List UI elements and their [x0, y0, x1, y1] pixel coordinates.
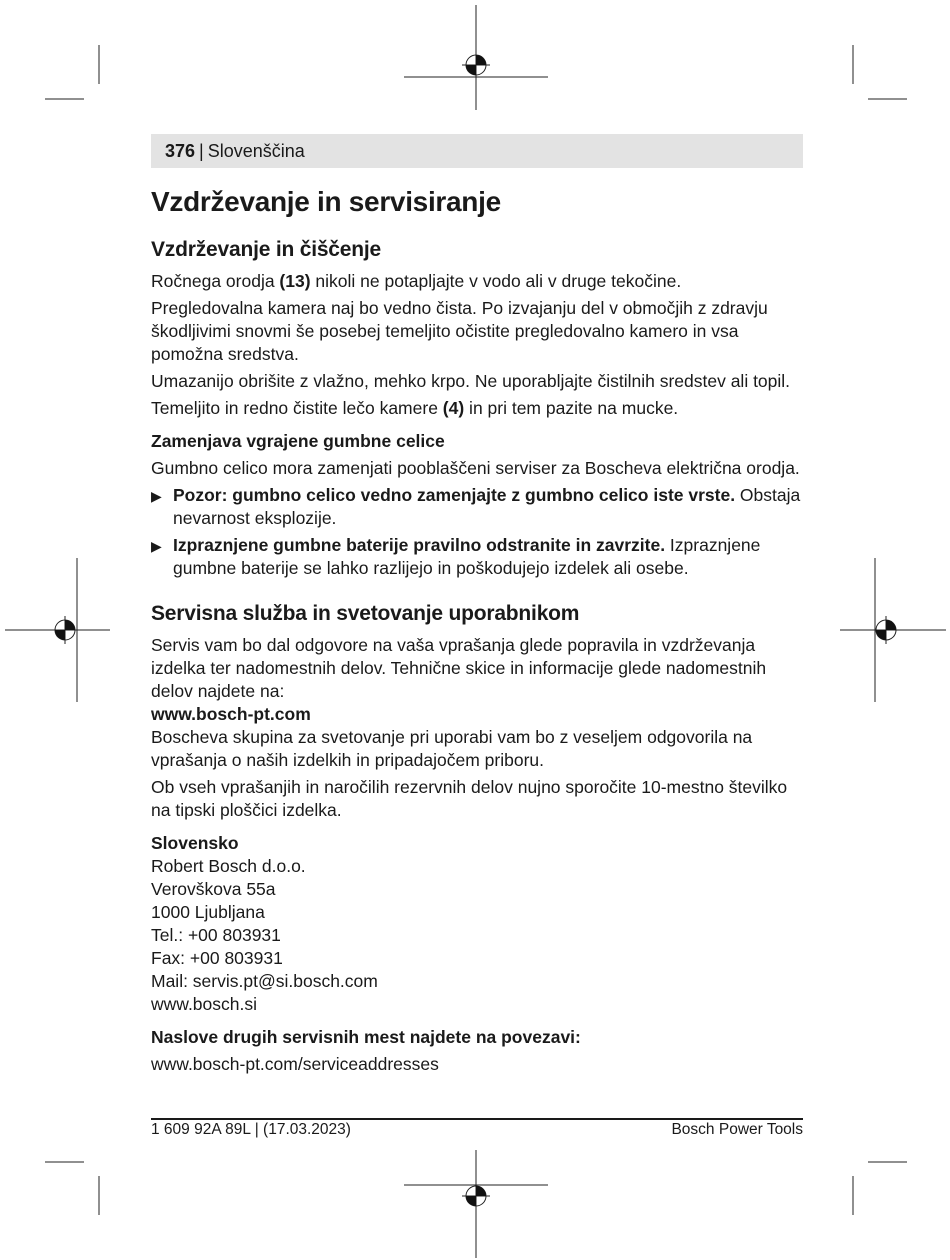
- service-address: [151, 832, 803, 1016]
- paragraph-wipe: Umazanijo obrišite z vlažno, mehko krpo. Ne uporabljajte čistilnih sredstev ali topil.: [151, 371, 791, 391]
- bullet-arrow-icon: ▶: [151, 538, 162, 554]
- address-fax: Fax: +00 803931: [151, 948, 283, 968]
- paragraph-no-immerse: Ročnega orodja (13) nikoli ne potapljajte v vodo ali v druge tekočine.: [151, 271, 682, 291]
- link-bosch-pt[interactable]: www.bosch-pt.com: [151, 704, 311, 724]
- paragraph-lens: Temeljito in redno čistite lečo kamere (4) in pri tem pazite na mucke.: [151, 398, 679, 418]
- header-separator: |: [199, 140, 204, 161]
- section-heading-service: Servisna služba in svetovanje uporabnikom: [151, 602, 580, 625]
- link-service-addresses[interactable]: www.bosch-pt.com/serviceaddresses: [151, 1054, 439, 1074]
- subsection-heading-battery: Zamenjava vgrajene gumbne celice: [151, 431, 445, 451]
- page-content: [151, 184, 803, 1080]
- warning-bullet: ▶ Pozor: gumbno celico vedno zamenjajte z gumbno celico iste vrste. Obstaja nevarnost eksplozije.: [151, 485, 801, 528]
- page-header: [151, 134, 803, 168]
- section-heading-maintenance: Vzdrževanje in čiščenje: [151, 238, 382, 261]
- address-line: Verovškova 55a: [151, 879, 276, 899]
- paragraph-service-info: Servis vam bo dal odgovore na vaša vprašanja glede popravila in vzdrževanja izdelka ter nadomestnih delov. Tehnične skice in informacije glede nadomestnih delov najdete na:: [151, 635, 767, 701]
- address-phone: Tel.: +00 803931: [151, 925, 281, 945]
- address-website[interactable]: www.bosch.si: [151, 994, 258, 1014]
- other-service-heading: Naslove drugih servisnih mest najdete na povezavi:: [151, 1027, 581, 1047]
- header-language: Slovenščina: [207, 140, 305, 161]
- bullet-arrow-icon: ▶: [151, 488, 162, 504]
- address-mail[interactable]: Mail: servis.pt@si.bosch.com: [151, 971, 378, 991]
- address-country: Slovensko: [151, 833, 239, 853]
- paragraph-keep-clean: Pregledovalna kamera naj bo vedno čista. Po izvajanju del v območjih z zdravju škodljivimi snovmi še posebej temeljito očistite pregledovalno kamero in vsa pomožna sredstva.: [151, 298, 768, 364]
- footer-brand: Bosch Power Tools: [671, 1121, 803, 1138]
- address-line: Robert Bosch d.o.o.: [151, 856, 306, 876]
- address-line: 1000 Ljubljana: [151, 902, 265, 922]
- warning-bullet: ▶ Izpraznjene gumbne baterije pravilno odstranite in zavrzite. Izpraznjene gumbne baterije se lahko razlijejo in poškodujejo izdelek ali osebe.: [151, 535, 761, 578]
- page-number: 376: [165, 140, 196, 161]
- paragraph-consulting: Boscheva skupina za svetovanje pri uporabi vam bo z veseljem odgovorila na vprašanja o naših izdelkih in pripadajočem priboru.: [151, 727, 753, 770]
- page-title: Vzdrževanje in servisiranje: [151, 186, 501, 217]
- page-footer: [151, 1120, 803, 1139]
- paragraph-battery-replace: Gumbno celico mora zamenjati pooblaščeni serviser za Boscheva električna orodja.: [151, 458, 800, 478]
- paragraph-order-number: Ob vseh vprašanjih in naročilih rezervnih delov nujno sporočite 10-mestno številko na tipski ploščici izdelka.: [151, 777, 788, 820]
- footer-doc-id: 1 609 92A 89L | (17.03.2023): [151, 1121, 351, 1138]
